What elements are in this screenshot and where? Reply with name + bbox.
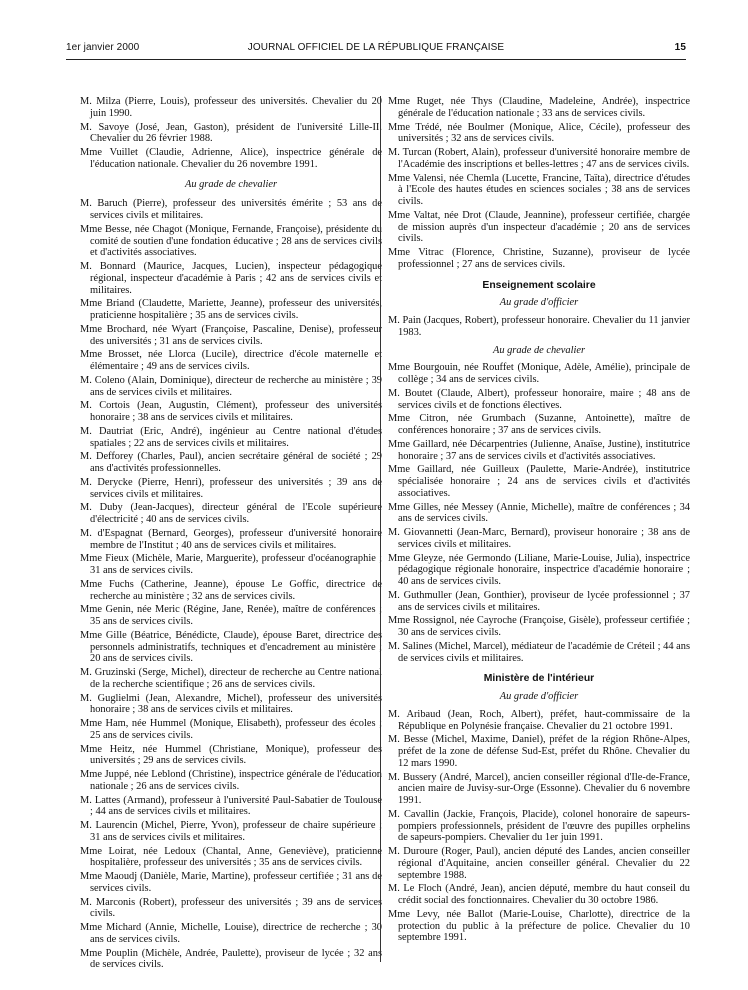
list-entry: M. Dautriat (Eric, André), ingénieur au Centre national d'études spatiales ; 22 ans de services civils et militaires. xyxy=(80,425,382,449)
list-entry: M. Savoye (José, Jean, Gaston), président de l'université Lille-II. Chevalier du 26 février 1988. xyxy=(80,121,382,145)
right-top-list xyxy=(388,96,690,271)
list-entry: Mme Gaillard, née Guilleux (Paulette, Marie-Andrée), institutrice spécialisée honoraire ; 24 ans de services civils et d'activités associatives. xyxy=(388,464,690,499)
right-officier-list-2 xyxy=(388,709,690,944)
list-entry: M. Cortois (Jean, Augustin, Clément), professeur des universités honoraire ; 38 ans de services civils et militaires. xyxy=(80,400,382,423)
section-heading-enseignement: Enseignement scolaire xyxy=(482,279,596,291)
list-entry: M. Laurencin (Michel, Pierre, Yvon), professeur de chaire supérieure ; 31 ans de services civils et militaires. xyxy=(80,820,382,843)
list-entry: M. Giovannetti (Jean-Marc, Bernard), proviseur honoraire ; 38 ans de services civils et militaires. xyxy=(388,527,690,550)
list-entry: M. Turcan (Robert, Alain), professeur d'université honoraire membre de l'Académie des inscriptions et belles-lettres ; 47 ans de services civils. xyxy=(388,147,690,170)
right-officier-list-1 xyxy=(388,315,690,339)
page-header xyxy=(66,42,686,58)
header-date: 1er janvier 2000 xyxy=(66,42,140,53)
list-entry: Mme Citron, née Grumbach (Suzanne, Antoinette), maître de conférences honoraire ; 37 ans de services civils. xyxy=(388,413,690,436)
list-entry: M. Gruzinski (Serge, Michel), directeur de recherche au Centre national de la recherche scientifique ; 26 ans de services civils. xyxy=(80,667,382,690)
list-entry: Mme Gaillard, née Décarpentries (Julienne, Anaïse, Justine), institutrice honoraire ; 37 ans de services civils et d'activités associatives. xyxy=(388,438,690,462)
right-column xyxy=(388,96,690,946)
header-journal-title: JOURNAL OFFICIEL DE LA RÉPUBLIQUE FRANÇAISE xyxy=(247,42,505,53)
list-entry: Mme Briand (Claudette, Mariette, Jeanne), professeur des universités, praticienne hospitalière ; 35 ans de services civils. xyxy=(80,298,382,321)
list-entry: Mme Trédé, née Boulmer (Monique, Alice, Cécile), professeur des universités ; 32 ans de services civils. xyxy=(388,121,690,145)
left-chevalier-list xyxy=(80,198,382,971)
list-entry: Mme Gleyze, née Germondo (Liliane, Marie-Louise, Julia), inspectrice pédagogique régionale honoraire, inspectrice d'académie honoraire ; 40 ans de services civils. xyxy=(388,552,690,587)
header-page-number: 15 xyxy=(674,42,686,53)
list-entry: M. Bussery (André, Marcel), ancien conseiller régional d'Ile-de-France, ancien maire de Juvisy-sur-Orge (Essonne). Chevalier du 6 novembre 1991. xyxy=(388,771,690,806)
list-entry: M. Salines (Michel, Marcel), médiateur de l'académie de Créteil ; 44 ans de services civils et militaires. xyxy=(388,640,690,664)
grade-heading-officier: Au grade d'officier xyxy=(499,691,579,702)
grade-heading-chevalier: Au grade de chevalier xyxy=(492,344,586,356)
list-entry: Mme Loirat, née Ledoux (Chantal, Anne, Geneviève), praticienne hospitalière, professeur des universités ; 35 ans de services civils. xyxy=(80,845,382,869)
list-entry: M. Pain (Jacques, Robert), professeur honoraire. Chevalier du 11 janvier 1983. xyxy=(388,315,690,338)
list-entry: M. Bonnard (Maurice, Jacques, Lucien), inspecteur pédagogique régional, inspecteur d'académie à Paris ; 42 ans de services civils et militaires. xyxy=(80,261,382,296)
right-chevalier-list xyxy=(388,362,690,664)
list-entry: M. Cavallin (Jackie, François, Placide), colonel honoraire de sapeurs-pompiers professionnels, président de l'œuvre des pupilles orphelins de sapeurs-pompiers. Chevalier du 1er juin 1991. xyxy=(388,808,690,844)
list-entry: M. Aribaud (Jean, Roch, Albert), préfet, haut-commissaire de la République en Polynésie française. Chevalier du 21 octobre 1991. xyxy=(388,708,690,732)
list-entry: Mme Bourgouin, née Rouffet (Monique, Adèle, Amélie), principale de collège ; 34 ans de services civils. xyxy=(388,362,690,385)
list-entry: Mme Brosset, née Llorca (Lucile), directrice d'école maternelle et élémentaire ; 49 ans de services civils. xyxy=(80,349,382,372)
list-entry: Mme Pouplin (Michèle, Andrée, Paulette), proviseur de lycée ; 32 ans de services civils. xyxy=(80,947,382,971)
list-entry: M. Lattes (Armand), professeur à l'université Paul-Sabatier de Toulouse ; 44 ans de services civils et militaires. xyxy=(80,794,382,818)
list-entry: Mme Michard (Annie, Michelle, Louise), directrice de recherche ; 30 ans de services civils. xyxy=(80,922,382,945)
list-entry: Mme Maoudj (Danièle, Marie, Martine), professeur certifiée ; 31 ans de services civils. xyxy=(80,871,382,894)
left-top-list xyxy=(80,96,382,171)
list-entry: Mme Juppé, née Leblond (Christine), inspectrice générale de l'éducation nationale ; 26 ans de services civils. xyxy=(80,769,382,792)
section-heading-interieur: Ministère de l'intérieur xyxy=(483,673,595,685)
list-entry: Mme Heitz, née Hummel (Christiane, Monique), professeur des universités ; 29 ans de services civils. xyxy=(80,743,382,767)
list-entry: M. Guglielmi (Jean, Alexandre, Michel), professeur des universités honoraire ; 38 ans de services civils et militaires. xyxy=(80,692,382,716)
list-entry: Mme Valensi, née Chemla (Lucette, Francine, Taïta), directrice d'études à l'Ecole des hautes études en sciences sociales ; 38 ans de services civils. xyxy=(388,172,690,207)
list-entry: Mme Ham, née Hummel (Monique, Elisabeth), professeur des écoles ; 25 ans de services civils. xyxy=(80,718,382,741)
list-entry: M. Defforey (Charles, Paul), ancien secrétaire général de société ; 29 ans d'activités professionnelles. xyxy=(80,451,382,474)
list-entry: M. Guthmuller (Jean, Gonthier), proviseur de lycée professionnel ; 37 ans de services civils et militaires. xyxy=(388,589,690,613)
list-entry: M. Milza (Pierre, Louis), professeur des universités. Chevalier du 20 juin 1990. xyxy=(80,96,382,119)
list-entry: Mme Vitrac (Florence, Christine, Suzanne), proviseur de lycée professionnel ; 27 ans de services civils. xyxy=(388,247,690,270)
list-entry: M. Besse (Michel, Maxime, Daniel), préfet de la région Rhône-Alpes, préfet de la zone de défense Sud-Est, préfet du Rhône. Chevalier du 12 mars 1990. xyxy=(388,734,690,769)
list-entry: Mme Vuillet (Claudie, Adrienne, Alice), inspectrice générale de l'éducation nationale. Chevalier du 26 novembre 1991. xyxy=(80,147,382,170)
list-entry: M. Boutet (Claude, Albert), professeur honoraire, maire ; 48 ans de services civils et de fonctions électives. xyxy=(388,387,690,411)
left-column xyxy=(80,96,382,973)
list-entry: Mme Gilles, née Messey (Annie, Michelle), maître de conférences ; 34 ans de services civils. xyxy=(388,501,690,525)
header-rule xyxy=(66,59,686,60)
list-entry: M. d'Espagnat (Bernard, Georges), professeur d'université honoraire membre de l'Institut ; 40 ans de services civils et militaires. xyxy=(80,527,382,551)
list-entry: Mme Levy, née Ballot (Marie-Louise, Charlotte), directrice de la protection du public à la préfecture de police. Chevalier du 10 septembre 1991. xyxy=(388,908,690,944)
list-entry: Mme Besse, née Chagot (Monique, Fernande, Françoise), présidente du comité de soutien d'une fondation éducative ; 28 ans de services civils et d'activités associatives. xyxy=(80,223,382,259)
list-entry: Mme Fieux (Michèle, Marie, Marguerite), professeur d'océanographie ; 31 ans de services civils. xyxy=(80,553,382,576)
grade-heading-officier: Au grade d'officier xyxy=(499,297,579,309)
list-entry: M. Coleno (Alain, Dominique), directeur de recherche au ministère ; 39 ans de services civils et militaires. xyxy=(80,374,382,398)
list-entry: M. Duroure (Roger, Paul), ancien député des Landes, ancien conseiller régional d'Aquitaine, ancien conseiller général. Chevalier du 22 septembre 1988. xyxy=(388,846,690,881)
list-entry: Mme Genin, née Meric (Régine, Jane, Renée), maître de conférences ; 35 ans de services civils. xyxy=(80,604,382,627)
list-entry: Mme Valtat, née Drot (Claude, Jeannine), professeur certifiée, chargée de mission auprès d'un inspecteur d'académie ; 20 ans de services civils. xyxy=(388,209,690,245)
list-entry: Mme Rossignol, née Cayroche (Françoise, Gisèle), professeur certifiée ; 30 ans de services civils. xyxy=(388,615,690,638)
list-entry: Mme Brochard, née Wyart (Françoise, Pascaline, Denise), professeur des universités ; 31 ans de services civils. xyxy=(80,323,382,347)
list-entry: Mme Ruget, née Thys (Claudine, Madeleine, Andrée), inspectrice générale de l'éducation nationale ; 33 ans de services civils. xyxy=(388,96,690,119)
list-entry: M. Le Floch (André, Jean), ancien député, membre du haut conseil du crédit social des fonctionnaires. Chevalier du 30 octobre 1986. xyxy=(388,883,690,906)
list-entry: Mme Fuchs (Catherine, Jeanne), épouse Le Goffic, directrice de recherche au ministère ; 32 ans de services civils. xyxy=(80,578,382,602)
list-entry: M. Baruch (Pierre), professeur des universités émérite ; 53 ans de services civils et militaires. xyxy=(80,198,382,221)
list-entry: Mme Gille (Béatrice, Bénédicte, Claude), épouse Baret, directrice des personnels administratifs, techniques et d'encadrement au ministère ; 20 ans de services civils. xyxy=(80,629,382,665)
column-divider xyxy=(380,96,381,962)
list-entry: M. Marconis (Robert), professeur des universités ; 39 ans de services civils. xyxy=(80,896,382,920)
list-entry: M. Duby (Jean-Jacques), directeur général de l'Ecole supérieure d'électricité ; 40 ans de services civils. xyxy=(80,502,382,525)
grade-heading-chevalier: Au grade de chevalier xyxy=(184,178,278,190)
list-entry: M. Derycke (Pierre, Henri), professeur des universités ; 39 ans de services civils et militaires. xyxy=(80,476,382,500)
